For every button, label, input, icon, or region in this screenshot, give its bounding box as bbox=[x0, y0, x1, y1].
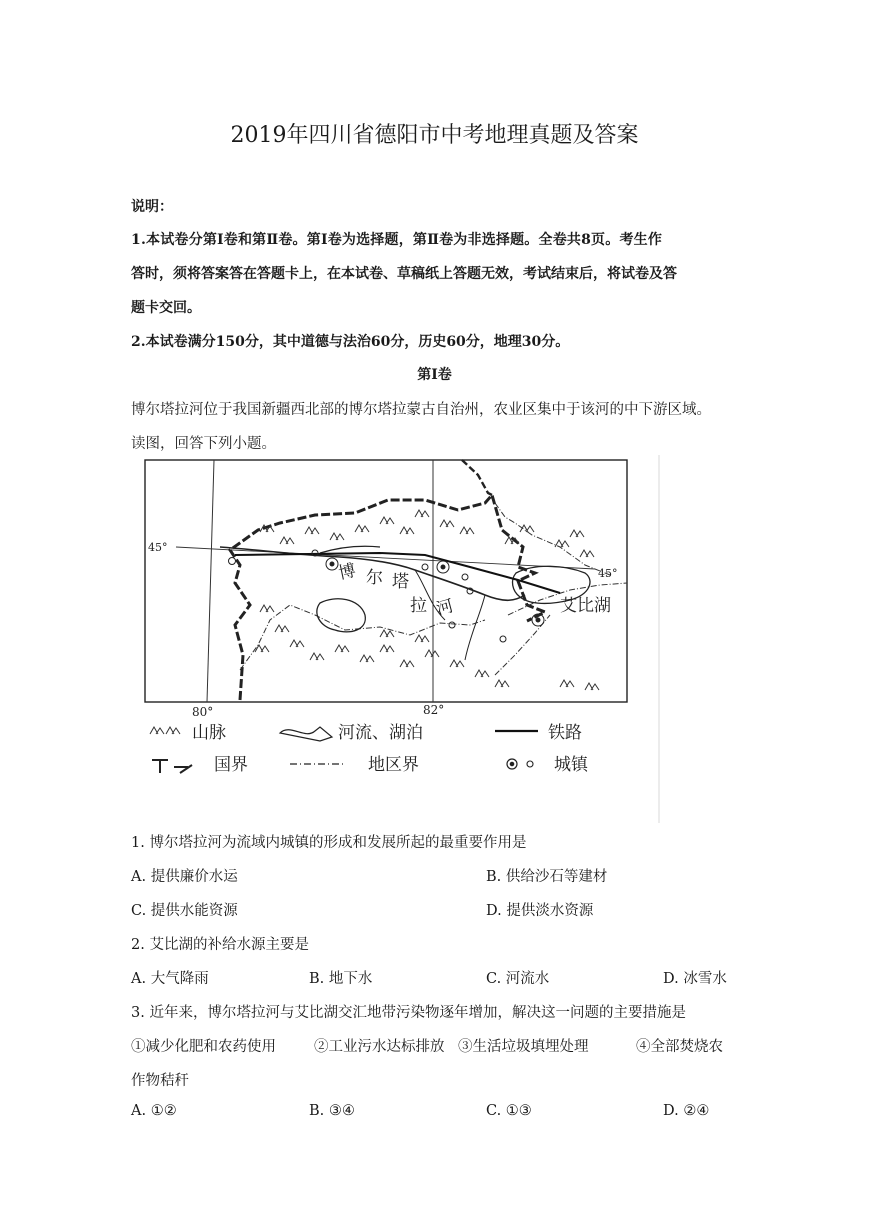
intro-line-1: 博尔塔拉河位于我国新疆西北部的博尔塔拉蒙古自治州，农业区集中于该河的中下游区域。 bbox=[131, 402, 711, 418]
notes-line-1: 1.本试卷分第Ⅰ卷和第Ⅱ卷。第Ⅰ卷为选择题，第Ⅱ卷为非选择题。全卷共8页。考生作 bbox=[131, 232, 663, 248]
river-char-5: 河 bbox=[434, 596, 456, 620]
region-boundary-south bbox=[495, 615, 550, 675]
q3-option-a: A. ①② bbox=[131, 1103, 177, 1119]
q1-option-c: C. 提供水能资源 bbox=[131, 903, 238, 919]
q3-item-4: ④全部焚烧农 bbox=[636, 1039, 723, 1055]
q2-option-a: A. 大气降雨 bbox=[131, 971, 209, 987]
q3-item-3: ③生活垃圾填埋处理 bbox=[458, 1039, 589, 1055]
river-tributary-1 bbox=[320, 546, 380, 553]
national-border-north bbox=[462, 460, 492, 495]
q3-item-1: ①减少化肥和农药使用 bbox=[131, 1039, 276, 1055]
notes-heading: 说明： bbox=[131, 199, 173, 215]
legend-railway: 铁路 bbox=[548, 723, 582, 743]
q3-option-d: D. ②④ bbox=[663, 1103, 710, 1119]
label-lon-80: 80° bbox=[192, 705, 214, 719]
page-title: 2019年四川省德阳市中考地理真题及答案 bbox=[230, 123, 639, 148]
legend-region: 地区界 bbox=[368, 755, 419, 775]
river-char-3: 塔 bbox=[392, 572, 409, 592]
map-figure bbox=[140, 455, 665, 825]
mountain-symbols bbox=[255, 510, 599, 690]
q1-option-a: A. 提供廉价水运 bbox=[131, 869, 238, 885]
q2-stem: 2. 艾比湖的补给水源主要是 bbox=[131, 937, 309, 953]
map-frame bbox=[145, 460, 627, 702]
meridian-80 bbox=[207, 460, 214, 702]
legend-border: 国界 bbox=[214, 755, 248, 775]
lake-label: 艾比湖 bbox=[560, 596, 611, 616]
river-tributary-3 bbox=[465, 595, 485, 660]
river-char-2: 尔 bbox=[366, 568, 383, 588]
q3-option-b: B. ③④ bbox=[309, 1103, 355, 1119]
q1-option-d: D. 提供淡水资源 bbox=[486, 903, 594, 919]
legend-town: 城镇 bbox=[554, 755, 588, 775]
q3-stem: 3. 近年来，博尔塔拉河与艾比湖交汇地带污染物逐年增加，解决这一问题的主要措施是 bbox=[131, 1005, 686, 1021]
q2-option-c: C. 河流水 bbox=[486, 971, 550, 987]
q3-item-4-cont: 作物秸秆 bbox=[131, 1073, 189, 1089]
legend-river: 河流、湖泊 bbox=[338, 723, 423, 743]
section-heading: 第Ⅰ卷 bbox=[417, 367, 452, 383]
label-lat-left: 45° bbox=[148, 541, 168, 554]
legend-mountain: 山脉 bbox=[192, 723, 226, 743]
q1-option-b: B. 供给沙石等建材 bbox=[486, 869, 608, 885]
label-lat-right: 45° bbox=[598, 567, 618, 580]
q1-stem: 1. 博尔塔拉河为流域内城镇的形成和发展所起的最重要作用是 bbox=[131, 835, 527, 851]
notes-line-3: 题卡交回。 bbox=[131, 300, 201, 316]
q2-option-b: B. 地下水 bbox=[309, 971, 373, 987]
label-lon-82: 82° bbox=[423, 703, 445, 717]
q3-option-c: C. ①③ bbox=[486, 1103, 532, 1119]
river-char-4: 拉 bbox=[410, 596, 427, 616]
q2-option-d: D. 冰雪水 bbox=[663, 971, 727, 987]
national-border bbox=[230, 495, 545, 700]
river-char-1: 博 bbox=[336, 560, 358, 584]
notes-line-2: 答时，须将答案答在答题卡上，在本试卷、草稿纸上答题无效，考试结束后，将试卷及答 bbox=[131, 266, 677, 282]
q3-item-2: ②工业污水达标排放 bbox=[314, 1039, 445, 1055]
lake-sayram bbox=[317, 599, 365, 632]
notes-line-4: 2.本试卷满分150分，其中道德与法治60分，历史60分，地理30分。 bbox=[131, 334, 570, 350]
legend bbox=[150, 723, 589, 775]
intro-line-2: 读图，回答下列小题。 bbox=[131, 436, 276, 452]
